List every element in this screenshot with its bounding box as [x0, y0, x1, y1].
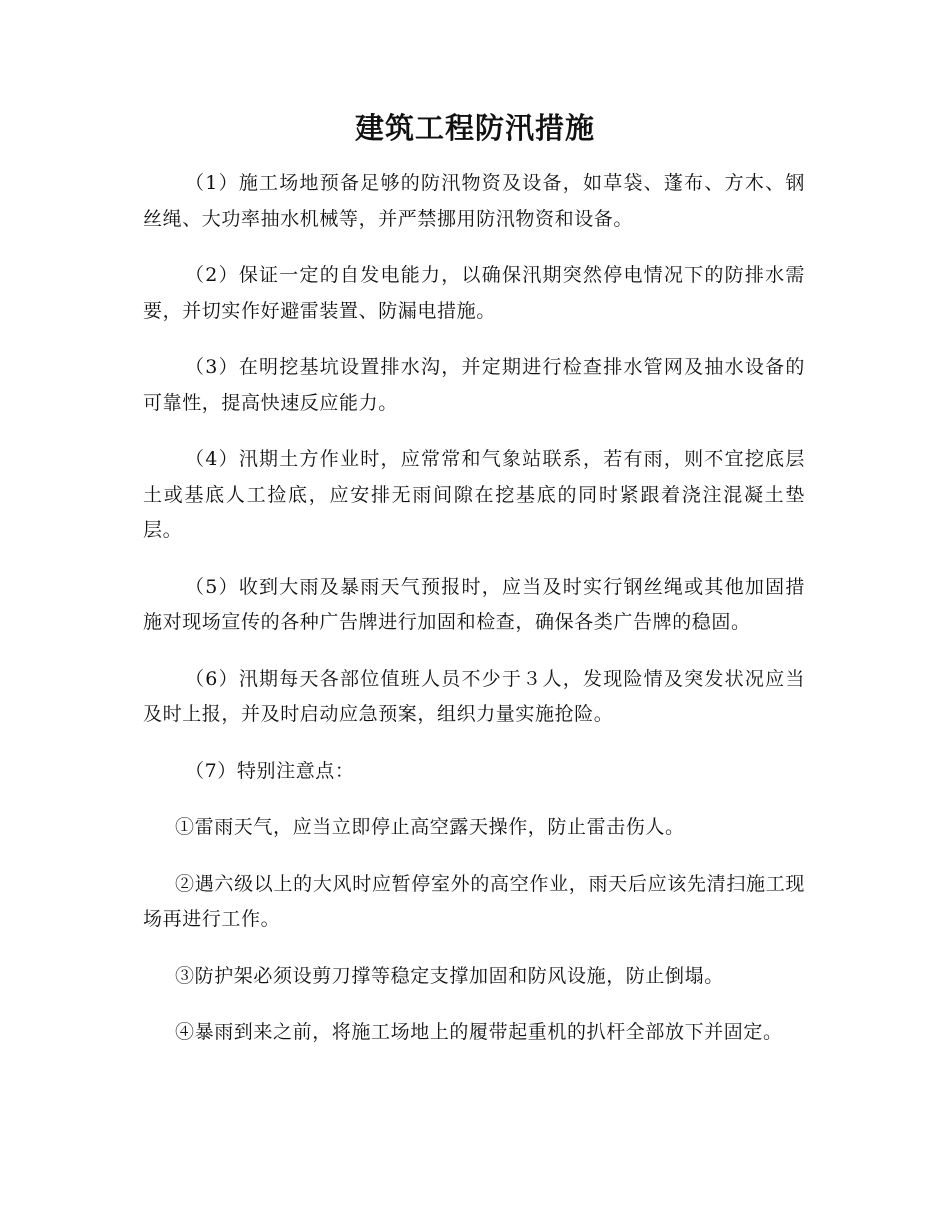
paragraph-2: （2）保证一定的自发电能力，以确保汛期突然停电情况下的防排水需要，并切实作好避雷装置、防漏电措施。 [143, 264, 805, 322]
document-title: 建筑工程防汛措施 [354, 111, 595, 145]
paragraph-5: （5）收到大雨及暴雨天气预报时，应当及时实行钢丝绳或其他加固措施对现场宣传的各种广告牌进行加固和检查，确保各类广告牌的稳固。 [143, 575, 805, 633]
sub-item-2: ②遇六级以上的大风时应暂停室外的高空作业，雨天后应该先清扫施工现场再进行工作。 [143, 872, 805, 930]
paragraph-6: （6）汛期每天各部位值班人员不少于３人，发现险情及突发状况应当及时上报，并及时启动应急预案，组织力量实施抢险。 [143, 667, 805, 725]
sub-item-3: ③防护架必须设剪刀撑等稳定支撑加固和防风设施，防止倒塌。 [175, 964, 724, 987]
sub-item-4: ④暴雨到来之前，将施工场地上的履带起重机的扒杆全部放下并固定。 [175, 1021, 783, 1043]
paragraph-3: （3）在明挖基坑设置排水沟，并定期进行检查排水管网及抽水设备的可靠性，提高快速反应能力。 [143, 356, 805, 414]
sub-item-1: ①雷雨天气，应当立即停止高空露天操作，防止雷击伤人。 [175, 816, 685, 838]
document-body [143, 166, 805, 1072]
paragraph-1: （1）施工场地预备足够的防汛物资及设备，如草袋、蓬布、方木、钢丝绳、大功率抽水机械等，并严禁挪用防汛物资和设备。 [143, 172, 805, 230]
paragraph-4: （4）汛期土方作业时，应常常和气象站联系，若有雨，则不宜挖底层土或基底人工捡底，应安排无雨间隙在挖基底的同时紧跟着浇注混凝土垫层。 [143, 448, 805, 541]
paragraph-7-heading: （7）特别注意点： [185, 759, 355, 782]
